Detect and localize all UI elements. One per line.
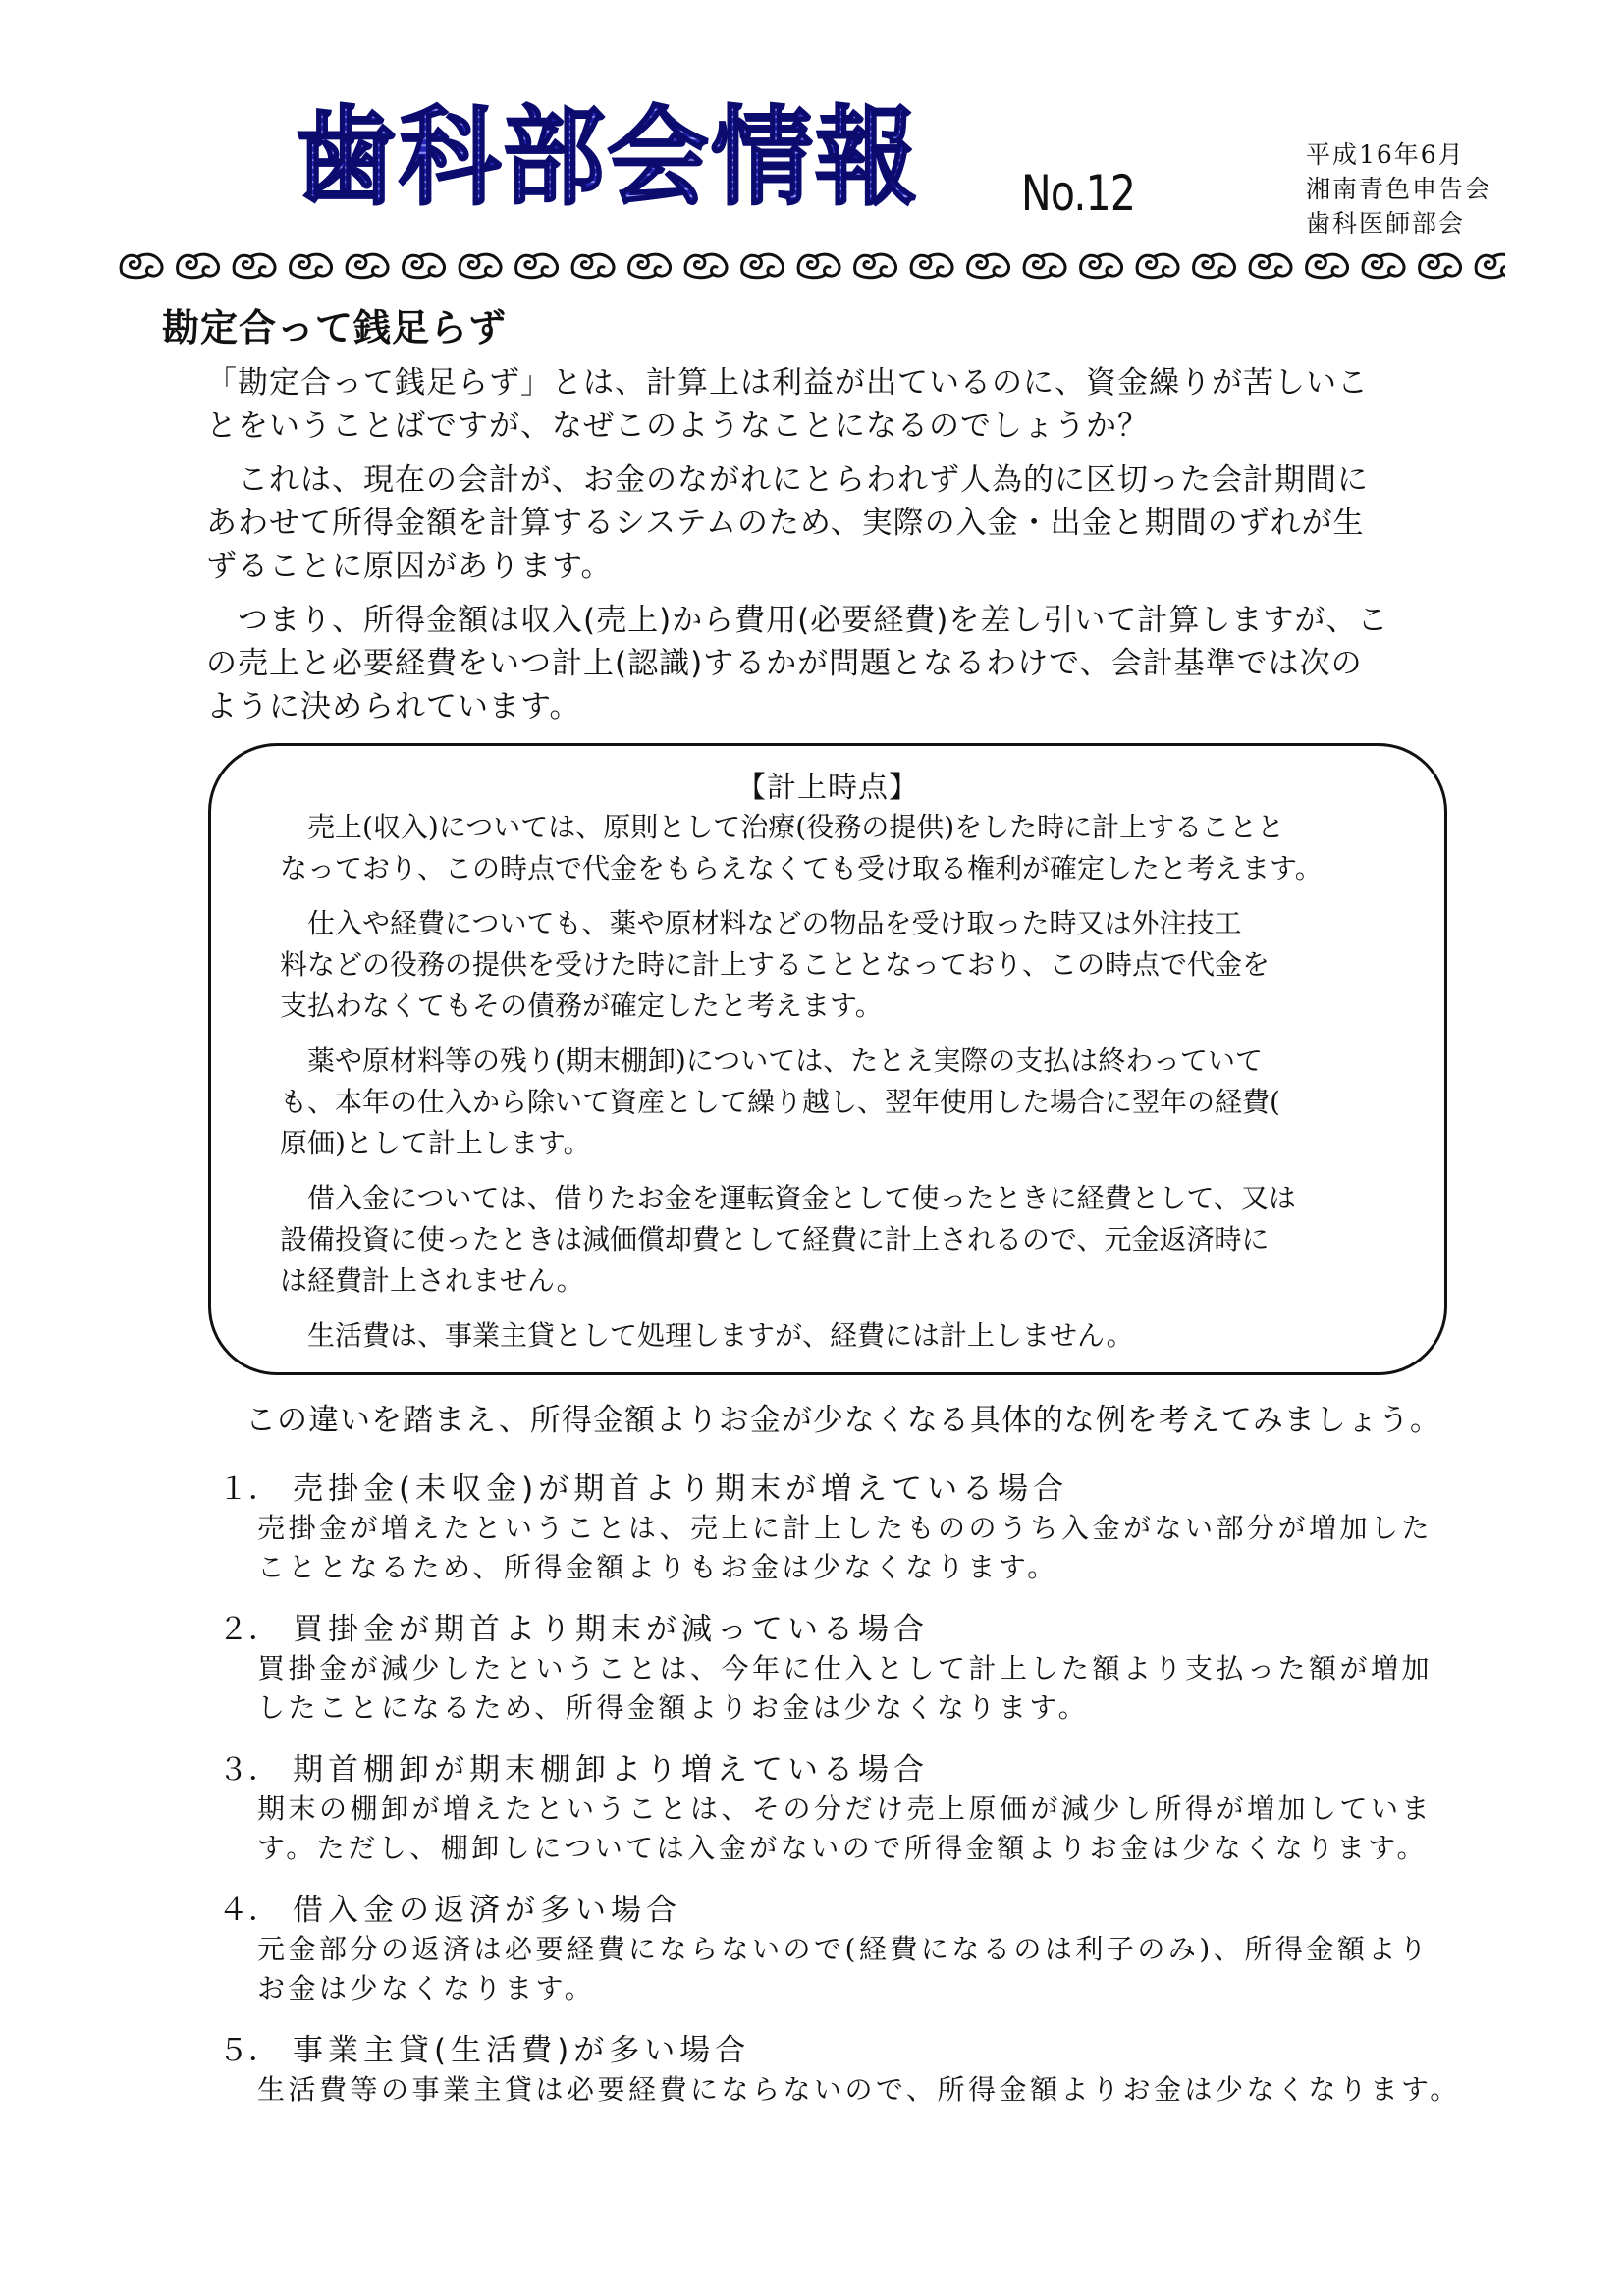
article-headline: 勘定合って銭足らず xyxy=(162,306,508,349)
text-line: つまり、所得金額は収入(売上)から費用(必要経費)を差し引いて計算しますが、こ xyxy=(206,603,1389,638)
box-paragraph xyxy=(280,1315,1399,1357)
text-line: 元金部分の返済は必要経費にならないので(経費になるのは利子のみ)、所得金額より xyxy=(257,1933,1431,1965)
text-line: 買掛金が減少したということは、今年に仕入として計上した額より支払った額が増加 xyxy=(257,1652,1434,1684)
border-ornament xyxy=(404,254,445,278)
border-ornament xyxy=(855,254,896,278)
border-ornament xyxy=(911,254,952,278)
border-ornament xyxy=(516,254,558,278)
text-line: とをいうことばですが、なぜこのようなことになるのでしょうか？ xyxy=(206,408,1149,444)
text-line: 薬や原材料等の残り(期末棚卸)については、たとえ実際の支払は終わっていて xyxy=(280,1044,1264,1077)
text-line: 借入金については、借りたお金を運転資金として使ったときに経費として、又は xyxy=(280,1182,1296,1214)
border-ornament xyxy=(178,254,219,278)
text-line: これは、現在の会計が、お金のながれにとらわれず人為的に区切った会計期間に xyxy=(206,462,1369,498)
border-ornament xyxy=(742,254,784,278)
list-item-body xyxy=(257,1509,1534,1587)
border-ornament xyxy=(798,254,839,278)
box-paragraph xyxy=(280,1041,1399,1164)
list-item-heading xyxy=(218,1604,929,1648)
list-item-title: 買掛金が期首より期末が減っている場合 xyxy=(293,1612,929,1647)
border-ornament xyxy=(460,254,501,278)
text-line: こととなるため、所得金額よりもお金は少なくなります。 xyxy=(257,1551,1058,1583)
border-ornament xyxy=(1250,254,1291,278)
text-line: あわせて所得金額を計算するシステムのため、実際の入金・出金と期間のずれが生 xyxy=(206,506,1365,541)
text-line: の売上と必要経費をいつ計上(認識)するかが問題となるわけで、会計基準では次の xyxy=(206,646,1363,681)
intro-paragraph xyxy=(206,361,1463,448)
transition-text: この違いを踏まえ、所得金額よりお金が少なくなる具体的な例を考えてみましょう。 xyxy=(245,1403,1441,1438)
border-ornament xyxy=(1137,254,1178,278)
list-item-number: ４． xyxy=(218,1893,279,1928)
border-ornament xyxy=(234,254,275,278)
list-item-heading xyxy=(218,1885,681,1929)
text-line: は経費計上されません。 xyxy=(280,1264,584,1297)
list-item-heading xyxy=(218,2025,750,2069)
text-line: 料などの役務の提供を受けた時に計上することとなっており、この時点で代金を xyxy=(280,948,1271,981)
text-line: ずることに原因があります。 xyxy=(206,549,613,584)
decorative-border xyxy=(116,247,1505,281)
border-ornament xyxy=(1307,254,1348,278)
text-line: 売上(収入)については、原則として治療(役務の提供)をした時に計上することと xyxy=(280,811,1285,843)
box-paragraph xyxy=(280,807,1399,889)
intro-paragraph xyxy=(206,599,1463,728)
text-line: も、本年の仕入から除いて資産として繰り越し、翌年使用した場合に翌年の経費( xyxy=(280,1086,1280,1118)
issue-date: 平成16年6月 xyxy=(1306,140,1465,169)
border-ornament xyxy=(1363,254,1404,278)
box-title: 【計上時点】 xyxy=(736,771,919,805)
list-item-title: 事業主貸(生活費)が多い場合 xyxy=(293,2033,751,2068)
list-item-number: １． xyxy=(218,1471,279,1507)
text-line: ように決められています。 xyxy=(206,689,581,724)
list-item-body xyxy=(257,1930,1534,2008)
list-item-heading xyxy=(218,1464,1068,1508)
text-line: 設備投資に使ったときは減価償却費として経費に計上されるので、元金返済時に xyxy=(280,1223,1270,1255)
list-item-body xyxy=(257,1649,1534,1728)
masthead-meta xyxy=(1306,137,1491,240)
list-item-body xyxy=(257,2070,1534,2109)
list-item-title: 借入金の返済が多い場合 xyxy=(293,1893,681,1928)
border-ornament xyxy=(291,254,332,278)
recognition-timing-box xyxy=(208,743,1447,1375)
text-line: 原価)として計上します。 xyxy=(280,1127,591,1159)
list-item-body xyxy=(257,1789,1534,1868)
border-ornament xyxy=(968,254,1009,278)
text-line: お金は少なくなります。 xyxy=(257,1972,596,2004)
box-paragraph xyxy=(280,903,1399,1027)
list-item-number: ５． xyxy=(218,2033,279,2068)
text-line: 期末の棚卸が増えたということは、その分だけ売上原価が減少し所得が増加していま xyxy=(257,1792,1434,1825)
intro-paragraph xyxy=(206,458,1463,588)
text-line: なっており、この時点で代金をもらえなくても受け取る権利が確定したと考えます。 xyxy=(280,852,1323,884)
border-ornament xyxy=(1081,254,1122,278)
border-ornament xyxy=(685,254,727,278)
border-ornament xyxy=(1024,254,1065,278)
border-ornament xyxy=(572,254,614,278)
text-line: 「勘定合って銭足らず」とは、計算上は利益が出ているのに、資金繰りが苦しいこ xyxy=(206,365,1369,400)
text-line: 生活費等の事業主貸は必要経費にならないので、所得金額よりお金は少なくなります。 xyxy=(257,2073,1461,2106)
border-ornament xyxy=(1476,254,1505,278)
border-ornament xyxy=(1194,254,1235,278)
list-item-title: 期首棚卸が期末棚卸より増えている場合 xyxy=(293,1752,929,1788)
list-item-number: ２． xyxy=(218,1612,279,1647)
border-ornament xyxy=(121,254,162,278)
issue-number: No.12 xyxy=(1021,165,1136,222)
text-line: 売掛金が増えたということは、売上に計上したもののうち入金がない部分が増加した xyxy=(257,1512,1434,1544)
border-ornament xyxy=(347,254,388,278)
text-line: 仕入や経費についても、薬や原材料などの物品を受け取った時又は外注技工 xyxy=(280,907,1242,939)
text-line: したことになるため、所得金額よりお金は少なくなります。 xyxy=(257,1691,1090,1724)
text-line: す。ただし、棚卸しについては入金がないので所得金額よりお金は少なくなります。 xyxy=(257,1832,1428,1864)
text-line: 生活費は、事業主貸として処理しますが、経費には計上しません。 xyxy=(280,1319,1134,1352)
masthead-title: 歯科部会情報 xyxy=(295,93,920,221)
text-line: 支払わなくてもその債務が確定したと考えます。 xyxy=(280,989,883,1022)
list-item-heading xyxy=(218,1744,929,1789)
box-paragraph xyxy=(280,1178,1399,1302)
border-ornament xyxy=(629,254,671,278)
section-name: 歯科医師部会 xyxy=(1306,209,1466,238)
organization-name: 湘南青色申告会 xyxy=(1306,175,1492,203)
list-item-title: 売掛金(未収金)が期首より期末が増えている場合 xyxy=(293,1471,1069,1507)
border-ornament xyxy=(1420,254,1461,278)
list-item-number: ３． xyxy=(218,1752,279,1788)
